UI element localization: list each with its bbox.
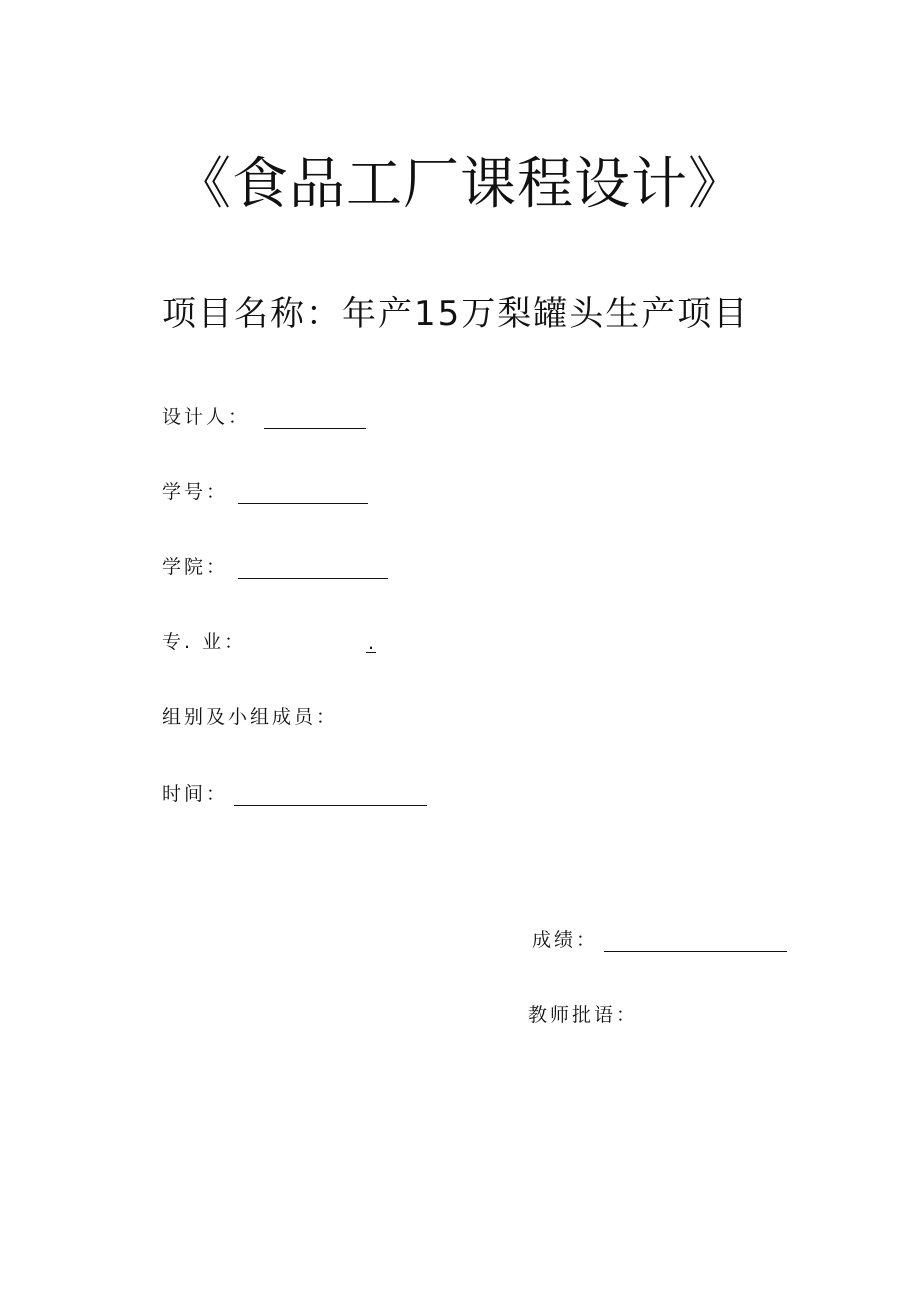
designer-field bbox=[162, 405, 366, 429]
designer-label: 设计人： bbox=[162, 406, 251, 428]
score-field bbox=[532, 928, 787, 952]
student-id-label: 学号： bbox=[162, 481, 229, 503]
project-name-label: 项目名称： bbox=[162, 294, 342, 334]
major-blank-mark[interactable]: . bbox=[367, 632, 375, 654]
project-name-value: 年产15万梨罐头生产项目 bbox=[342, 294, 750, 334]
teacher-comment-label: 教师批语： bbox=[528, 1004, 639, 1026]
time-blank[interactable] bbox=[234, 785, 427, 806]
time-field bbox=[162, 782, 427, 806]
document-title: 《食品工厂课程设计》 bbox=[175, 152, 745, 217]
project-name-line bbox=[162, 292, 749, 336]
college-field bbox=[162, 555, 388, 579]
designer-blank[interactable] bbox=[264, 408, 366, 429]
major-label: 专. 业： bbox=[162, 631, 247, 653]
score-label: 成绩： bbox=[532, 929, 599, 951]
time-label: 时间： bbox=[162, 783, 229, 805]
teacher-comment-field bbox=[528, 1003, 638, 1027]
group-label: 组别及小组成员： bbox=[162, 706, 339, 728]
score-blank[interactable] bbox=[604, 931, 787, 952]
group-field bbox=[162, 705, 338, 729]
major-field bbox=[162, 630, 246, 654]
student-id-blank[interactable] bbox=[238, 483, 368, 504]
student-id-field bbox=[162, 480, 368, 504]
college-label: 学院： bbox=[162, 556, 229, 578]
college-blank[interactable] bbox=[238, 558, 388, 579]
